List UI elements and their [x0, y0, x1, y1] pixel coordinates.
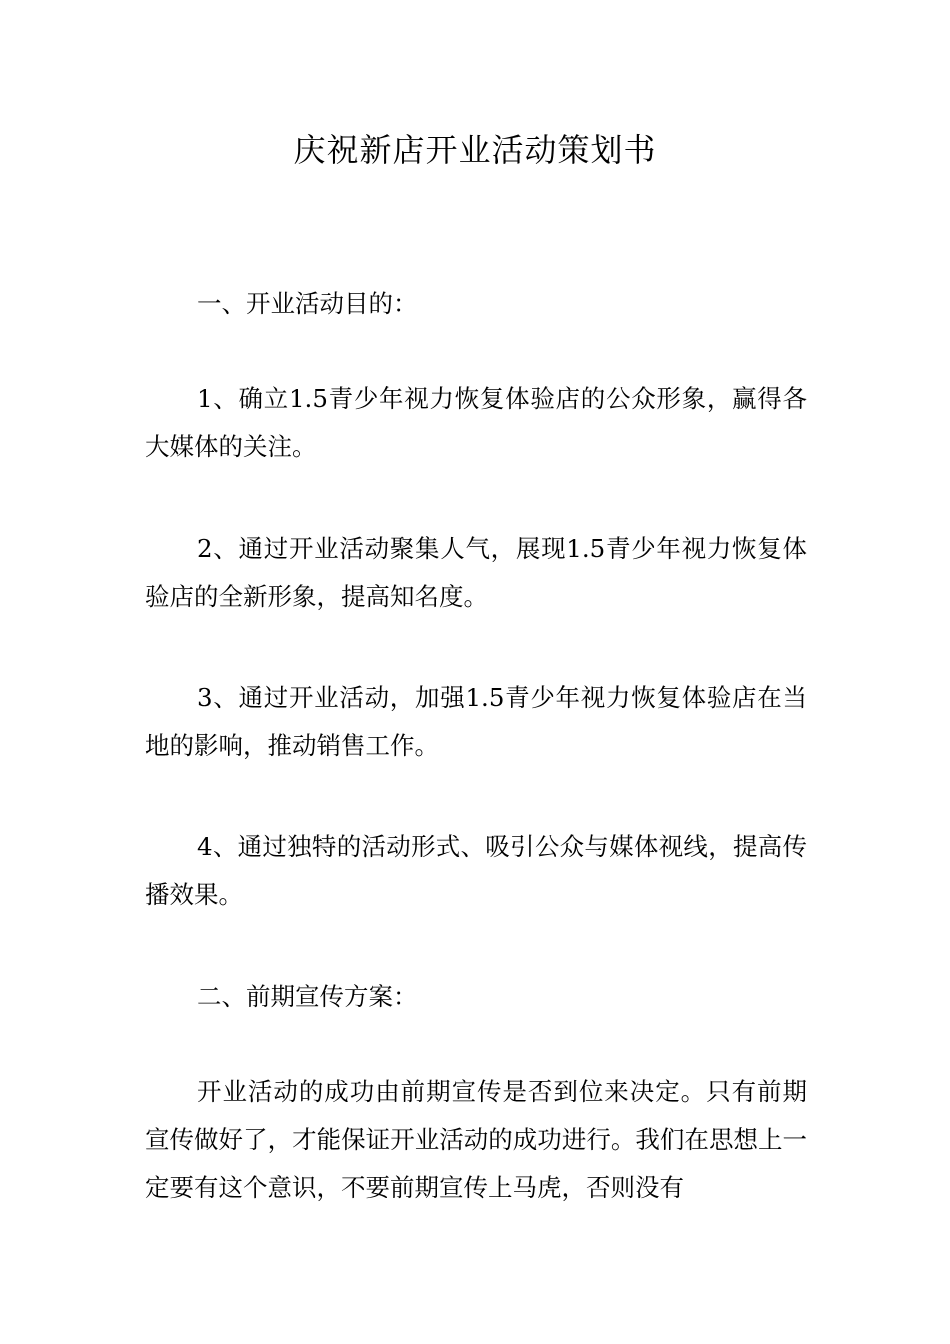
document-title: 庆祝新店开业活动策划书 — [293, 131, 657, 169]
section-heading-purpose: 一、开业活动目的： — [197, 289, 418, 318]
paragraph-item-3: 3、通过开业活动，加强1.5青少年视力恢复体验店在当地的影响，推动销售工作。 — [145, 683, 807, 760]
paragraph-item-1: 1、确立1.5青少年视力恢复体验店的公众形象，赢得各大媒体的关注。 — [145, 384, 807, 461]
section-heading-promotion: 二、前期宣传方案： — [197, 982, 418, 1011]
paragraph-item-4: 4、通过独特的活动形式、吸引公众与媒体视线，提高传播效果。 — [145, 832, 807, 909]
paragraph-promotion-body: 开业活动的成功由前期宣传是否到位来决定。只有前期宣传做好了，才能保证开业活动的成功进行。我们在思想上一定要有这个意识，不要前期宣传上马虎，否则没有 — [145, 1077, 807, 1202]
paragraph-item-2: 2、通过开业活动聚集人气，展现1.5青少年视力恢复体验店的全新形象，提高知名度。 — [145, 534, 807, 611]
